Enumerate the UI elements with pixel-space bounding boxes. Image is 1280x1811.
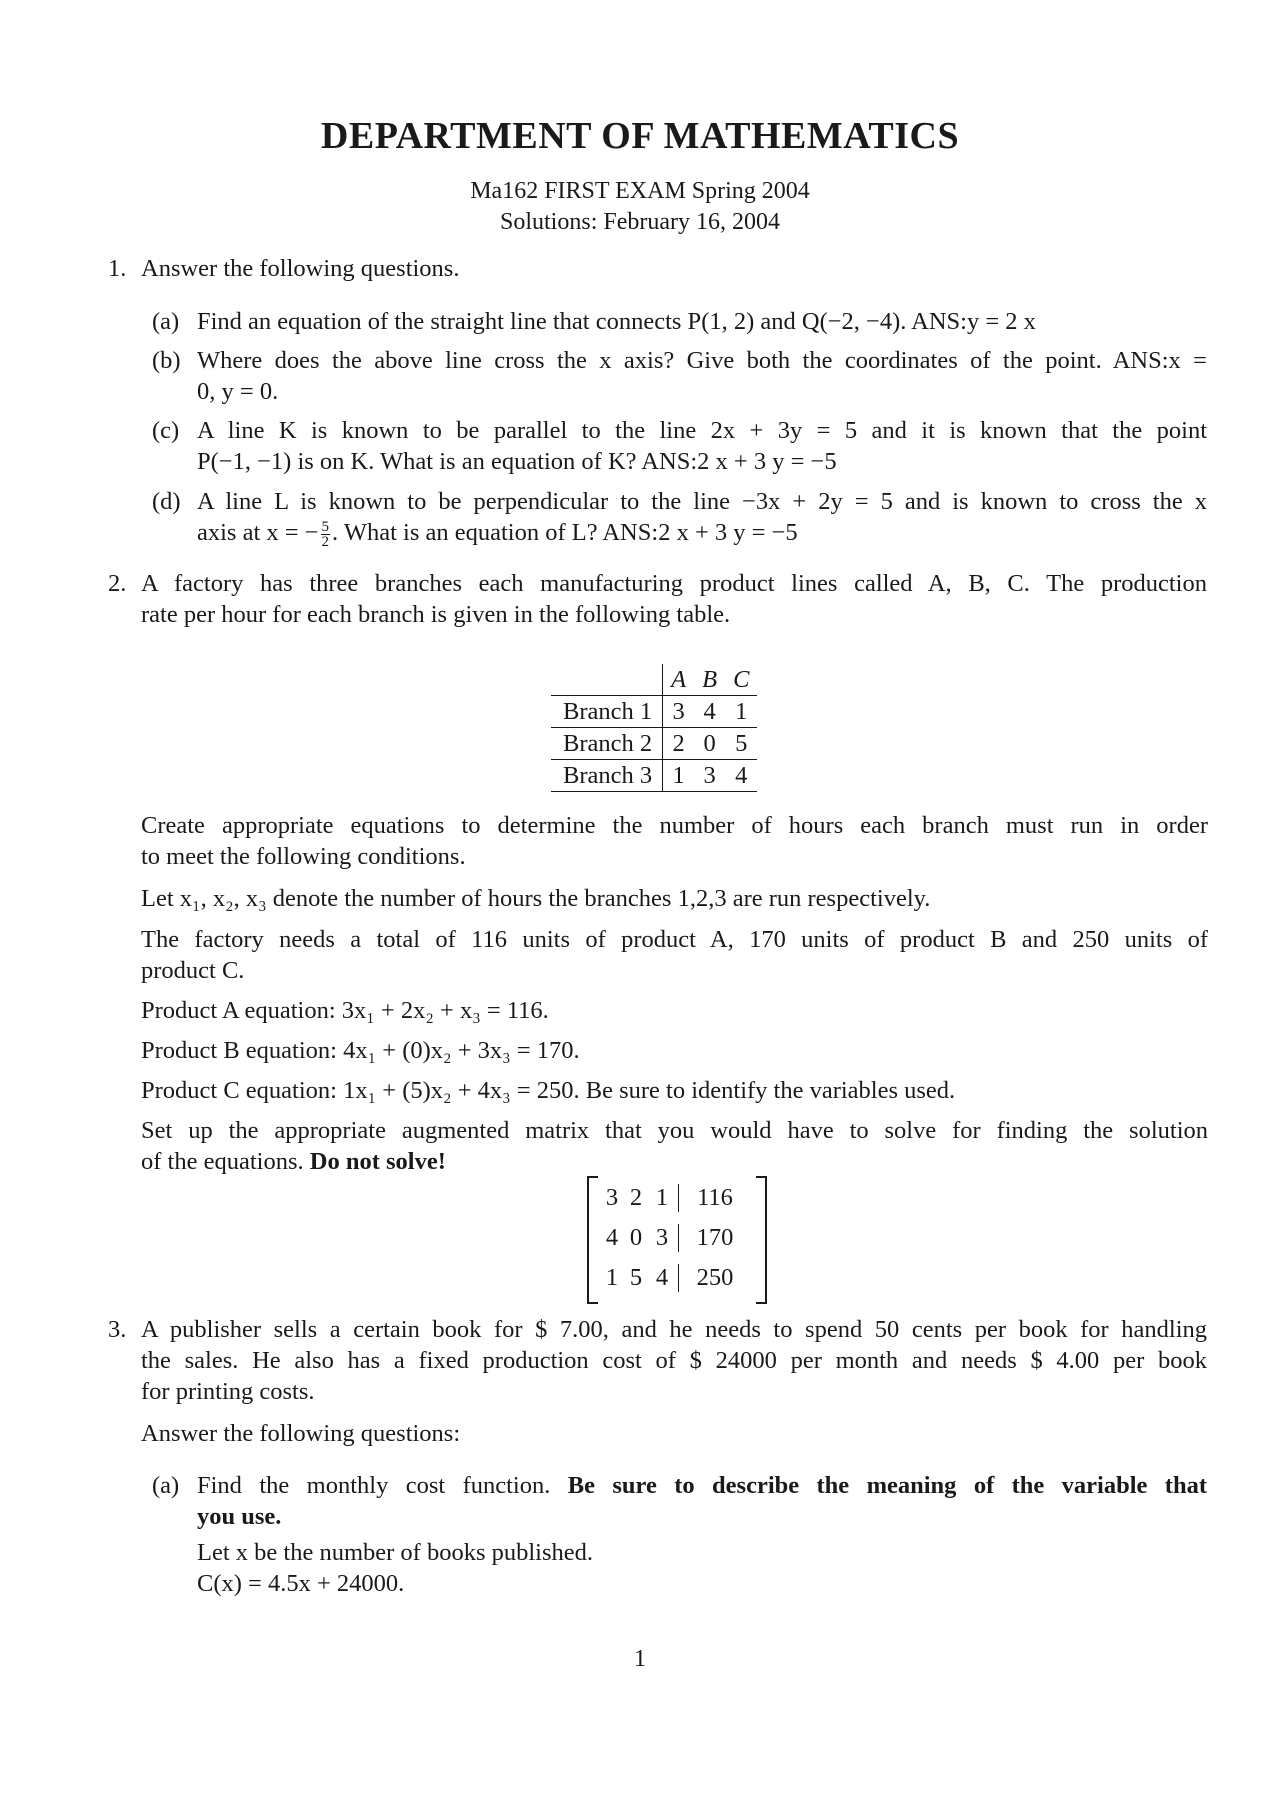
part-text-plain: Find the monthly cost function.	[197, 1472, 551, 1499]
matrix-augment-cell: 116	[697, 1184, 733, 1211]
matrix-cell: 3	[605, 1184, 619, 1211]
date-line: Solutions: February 16, 2004	[500, 209, 780, 235]
matrix-row	[601, 1220, 753, 1256]
augment-bar	[678, 1224, 679, 1252]
table-cell: 4	[694, 696, 725, 728]
table-row	[551, 696, 757, 728]
page-title: DEPARTMENT OF MATHEMATICS	[320, 115, 960, 157]
paragraph-line: product C.	[141, 957, 245, 984]
paragraph-line: to meet the following conditions.	[141, 843, 466, 870]
column-header: B	[702, 666, 718, 693]
matrix-cell: 0	[629, 1224, 643, 1251]
paragraph-line-text: of the equations.	[141, 1148, 304, 1175]
question-number: 2.	[108, 570, 127, 597]
equation-product-c: Product C equation: 1x₁ + (5)x₂ + 4x₃ = 250. Be sure to identify the variables used.	[141, 1077, 956, 1104]
table-cell: 3	[694, 760, 725, 792]
part-line-end: . What is an equation of L? ANS:2 x + 3 y = −5	[332, 519, 798, 546]
table-cell: 4	[725, 760, 757, 792]
matrix-augment-cell: 250	[696, 1264, 734, 1291]
paragraph-variables: Let x₁, x₂, x₃ denote the number of hours the branches 1,2,3 are run respectively.	[141, 885, 931, 912]
production-rate-table	[551, 664, 757, 792]
part-text-bold: Be sure to describe the meaning of the variable that	[567, 1472, 1208, 1499]
paragraph-line: The factory needs a total of 116 units of product A, 170 units of product B and 250 units of	[141, 926, 1208, 953]
fraction	[321, 520, 331, 549]
augment-bar	[678, 1264, 679, 1292]
answer-intro: Answer the following questions:	[141, 1420, 461, 1447]
page-number: 1	[633, 1645, 647, 1672]
paragraph-create-equations	[141, 810, 1208, 872]
exam-subtitle	[0, 176, 1280, 238]
table-row	[551, 728, 757, 760]
matrix-cell: 1	[605, 1264, 619, 1291]
part-line	[197, 1470, 1207, 1501]
question-number: 3.	[108, 1316, 127, 1343]
paragraph-augmented-matrix	[141, 1115, 1208, 1177]
table-cell: 0	[694, 728, 725, 760]
part-line: 0, y = 0.	[197, 378, 279, 405]
table-cell: 5	[725, 728, 757, 760]
question-line: the sales. He also has a fixed production cost of $ 24000 per month and needs $ 4.00 per book	[141, 1347, 1207, 1374]
matrix-cell: 3	[655, 1224, 669, 1251]
part-text	[197, 415, 1207, 477]
paragraph-requirements	[141, 924, 1208, 986]
part-text	[197, 345, 1207, 407]
question-number: 1.	[108, 255, 127, 282]
paragraph-line	[141, 1146, 1208, 1177]
left-bracket	[587, 1176, 598, 1304]
part-label: (a)	[152, 1472, 180, 1499]
matrix-cell: 4	[605, 1224, 619, 1251]
matrix-row	[601, 1260, 753, 1296]
part-label: (d)	[152, 488, 181, 515]
fraction-numerator: 5	[321, 518, 330, 535]
question-line: A publisher sells a certain book for $ 7.00, and he needs to spend 50 cents per book for handling	[141, 1316, 1207, 1343]
column-header: C	[733, 666, 750, 693]
paragraph-line: Create appropriate equations to determine the number of hours each branch must run in order	[141, 812, 1208, 839]
matrix-cell: 2	[629, 1184, 643, 1211]
part-text	[197, 486, 1207, 549]
matrix-cell: 5	[629, 1264, 643, 1291]
question-text	[141, 1314, 1207, 1407]
part-line: A line L is known to be perpendicular to the line −3x + 2y = 5 and is known to cross the x	[197, 488, 1207, 515]
cost-function-answer: C(x) = 4.5x + 24000.	[197, 1570, 405, 1597]
table-row	[551, 760, 757, 792]
table-header-row	[551, 664, 757, 696]
column-header: A	[671, 666, 687, 693]
do-not-solve-emphasis: Do not solve!	[309, 1148, 446, 1175]
variable-definition: Let x be the number of books published.	[197, 1539, 594, 1566]
matrix-cell: 4	[655, 1264, 669, 1291]
part-text: Find an equation of the straight line that connects P(1, 2) and Q(−2, −4). ANS:y = 2 x	[197, 308, 1036, 335]
matrix-row	[601, 1180, 753, 1216]
augmented-matrix	[587, 1176, 767, 1300]
question-text: Answer the following questions.	[141, 255, 460, 282]
augment-bar	[678, 1184, 679, 1212]
right-bracket	[756, 1176, 767, 1304]
matrix-cell: 1	[655, 1184, 669, 1211]
question-line: A factory has three branches each manufacturing product lines called A, B, C. The production	[141, 570, 1207, 597]
part-line: Where does the above line cross the x axis? Give both the coordinates of the point. ANS:x =	[197, 347, 1207, 374]
part-line: A line K is known to be parallel to the line 2x + 3y = 5 and it is known that the point	[197, 417, 1207, 444]
course-line: Ma162 FIRST EXAM Spring 2004	[470, 178, 810, 204]
table-cell: 1	[725, 696, 757, 728]
row-header: Branch 3	[551, 760, 663, 792]
paragraph-line: Set up the appropriate augmented matrix that you would have to solve for finding the solution	[141, 1117, 1208, 1144]
table-cell: 1	[663, 760, 694, 792]
table-cell: 3	[663, 696, 694, 728]
equation-product-b: Product B equation: 4x₁ + (0)x₂ + 3x₃ = 170.	[141, 1037, 580, 1064]
table-cell: 2	[663, 728, 694, 760]
fraction-denominator: 2	[321, 533, 330, 550]
row-header: Branch 1	[551, 696, 663, 728]
row-header: Branch 2	[551, 728, 663, 760]
part-line	[197, 517, 1207, 549]
part-label: (a)	[152, 308, 180, 335]
part-line-start: axis at x = −	[197, 519, 319, 546]
table-corner	[551, 664, 663, 696]
part-text-bold: you use.	[197, 1503, 282, 1530]
part-text	[197, 1470, 1207, 1599]
question-line: rate per hour for each branch is given in the following table.	[141, 601, 731, 628]
matrix-augment-cell: 170	[696, 1224, 734, 1251]
equation-product-a: Product A equation: 3x₁ + 2x₂ + x₃ = 116.	[141, 997, 549, 1024]
question-line: for printing costs.	[141, 1378, 315, 1405]
part-label: (c)	[152, 417, 180, 444]
part-label: (b)	[152, 347, 181, 374]
question-text	[141, 568, 1207, 630]
part-line: P(−1, −1) is on K. What is an equation of K? ANS:2 x + 3 y = −5	[197, 448, 837, 475]
